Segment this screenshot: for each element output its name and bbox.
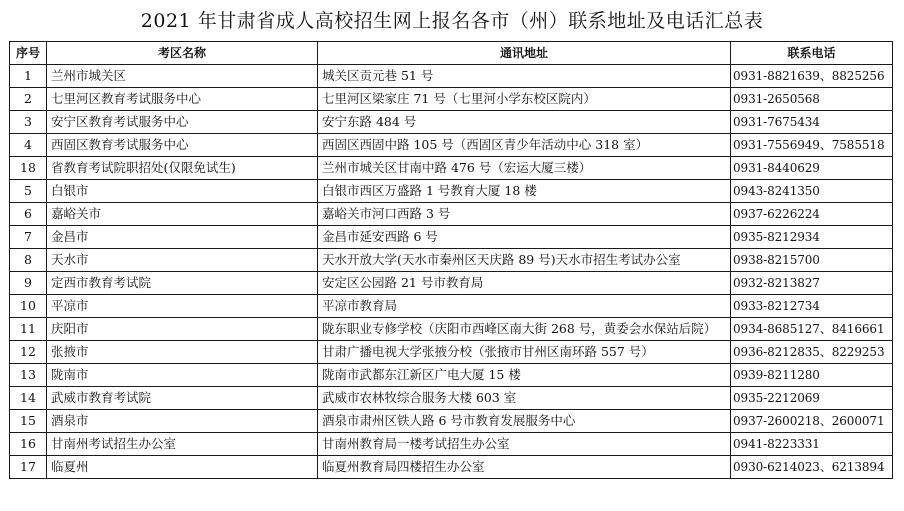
address-cell: 白银市西区万盛路 1 号教育大厦 18 楼: [318, 180, 731, 203]
address-cell: 甘肃广播电视大学张掖分校（张掖市甘州区南环路 557 号）: [318, 341, 731, 364]
address-cell: 甘南州教育局一楼考试招生办公室: [318, 433, 731, 456]
row-num-cell: 5: [10, 180, 47, 203]
row-num-cell: 1: [10, 65, 47, 88]
header-num: 序号: [10, 42, 47, 65]
header-phone: 联系电话: [731, 42, 893, 65]
address-cell: 平凉市教育局: [318, 295, 731, 318]
row-num-cell: 6: [10, 203, 47, 226]
exam-area-name-cell: 平凉市: [47, 295, 318, 318]
table-row: [10, 134, 893, 157]
table-row: [10, 341, 893, 364]
exam-area-name-cell: 兰州市城关区: [47, 65, 318, 88]
address-cell: 临夏州教育局四楼招生办公室: [318, 456, 731, 479]
row-num-cell: 18: [10, 157, 47, 180]
phone-cell: 0932-8213827: [731, 272, 893, 295]
table-row: [10, 433, 893, 456]
phone-cell: 0931-8440629: [731, 157, 893, 180]
exam-area-name-cell: 省教育考试院职招处(仅限免试生): [47, 157, 318, 180]
exam-area-name-cell: 酒泉市: [47, 410, 318, 433]
row-num-cell: 4: [10, 134, 47, 157]
table-body: [10, 65, 893, 479]
exam-area-name-cell: 嘉峪关市: [47, 203, 318, 226]
address-cell: 武威市农林牧综合服务大楼 603 室: [318, 387, 731, 410]
address-cell: 安宁东路 484 号: [318, 111, 731, 134]
phone-cell: 0937-6226224: [731, 203, 893, 226]
table-row: [10, 410, 893, 433]
phone-cell: 0935-8212934: [731, 226, 893, 249]
table-row: [10, 226, 893, 249]
exam-area-name-cell: 定西市教育考试院: [47, 272, 318, 295]
table-header: [10, 42, 893, 65]
phone-cell: 0934-8685127、8416661: [731, 318, 893, 341]
phone-cell: 0931-8821639、8825256: [731, 65, 893, 88]
row-num-cell: 11: [10, 318, 47, 341]
table-row: [10, 157, 893, 180]
table-row: [10, 295, 893, 318]
row-num-cell: 7: [10, 226, 47, 249]
table-row: [10, 111, 893, 134]
exam-area-name-cell: 七里河区教育考试服务中心: [47, 88, 318, 111]
row-num-cell: 8: [10, 249, 47, 272]
table-row: [10, 387, 893, 410]
phone-cell: 0939-8211280: [731, 364, 893, 387]
table-row: [10, 249, 893, 272]
row-num-cell: 16: [10, 433, 47, 456]
row-num-cell: 3: [10, 111, 47, 134]
address-cell: 天水开放大学(天水市秦州区天庆路 89 号)天水市招生考试办公室: [318, 249, 731, 272]
row-num-cell: 2: [10, 88, 47, 111]
address-cell: 嘉峪关市河口西路 3 号: [318, 203, 731, 226]
phone-cell: 0936-8212835、8229253: [731, 341, 893, 364]
row-num-cell: 14: [10, 387, 47, 410]
phone-cell: 0931-7556949、7585518: [731, 134, 893, 157]
address-cell: 酒泉市肃州区铁人路 6 号市教育发展服务中心: [318, 410, 731, 433]
row-num-cell: 9: [10, 272, 47, 295]
phone-cell: 0937-2600218、2600071: [731, 410, 893, 433]
exam-area-name-cell: 白银市: [47, 180, 318, 203]
table-row: [10, 88, 893, 111]
address-cell: 兰州市城关区甘南中路 476 号（宏运大厦三楼）: [318, 157, 731, 180]
exam-area-name-cell: 天水市: [47, 249, 318, 272]
table-row: [10, 456, 893, 479]
table-row: [10, 318, 893, 341]
phone-cell: 0943-8241350: [731, 180, 893, 203]
header-row: [10, 42, 893, 65]
exam-area-name-cell: 庆阳市: [47, 318, 318, 341]
exam-area-name-cell: 安宁区教育考试服务中心: [47, 111, 318, 134]
phone-cell: 0931-7675434: [731, 111, 893, 134]
table-row: [10, 272, 893, 295]
exam-area-name-cell: 武威市教育考试院: [47, 387, 318, 410]
phone-cell: 0938-8215700: [731, 249, 893, 272]
address-cell: 安定区公园路 21 号市教育局: [318, 272, 731, 295]
header-name: 考区名称: [47, 42, 318, 65]
table-row: [10, 180, 893, 203]
phone-cell: 0935-2212069: [731, 387, 893, 410]
contact-table: [9, 41, 893, 479]
phone-cell: 0933-8212734: [731, 295, 893, 318]
table-row: [10, 364, 893, 387]
header-address: 通讯地址: [318, 42, 731, 65]
exam-area-name-cell: 陇南市: [47, 364, 318, 387]
address-cell: 七里河区梁家庄 71 号（七里河小学东校区院内）: [318, 88, 731, 111]
exam-area-name-cell: 西固区教育考试服务中心: [47, 134, 318, 157]
phone-cell: 0930-6214023、6213894: [731, 456, 893, 479]
exam-area-name-cell: 甘南州考试招生办公室: [47, 433, 318, 456]
row-num-cell: 10: [10, 295, 47, 318]
table-row: [10, 203, 893, 226]
page-title: 2021 年甘肃省成人高校招生网上报名各市（州）联系地址及电话汇总表: [140, 10, 764, 32]
exam-area-name-cell: 金昌市: [47, 226, 318, 249]
address-cell: 陇南市武都东江新区广电大厦 15 楼: [318, 364, 731, 387]
address-cell: 西固区西固中路 105 号（西固区青少年活动中心 318 室）: [318, 134, 731, 157]
row-num-cell: 17: [10, 456, 47, 479]
exam-area-name-cell: 张掖市: [47, 341, 318, 364]
phone-cell: 0931-2650568: [731, 88, 893, 111]
table-row: [10, 65, 893, 88]
exam-area-name-cell: 临夏州: [47, 456, 318, 479]
row-num-cell: 12: [10, 341, 47, 364]
address-cell: 陇东职业专修学校（庆阳市西峰区南大街 268 号，黄委会水保站后院）: [318, 318, 731, 341]
row-num-cell: 13: [10, 364, 47, 387]
row-num-cell: 15: [10, 410, 47, 433]
address-cell: 城关区贡元巷 51 号: [318, 65, 731, 88]
address-cell: 金昌市延安西路 6 号: [318, 226, 731, 249]
phone-cell: 0941-8223331: [731, 433, 893, 456]
